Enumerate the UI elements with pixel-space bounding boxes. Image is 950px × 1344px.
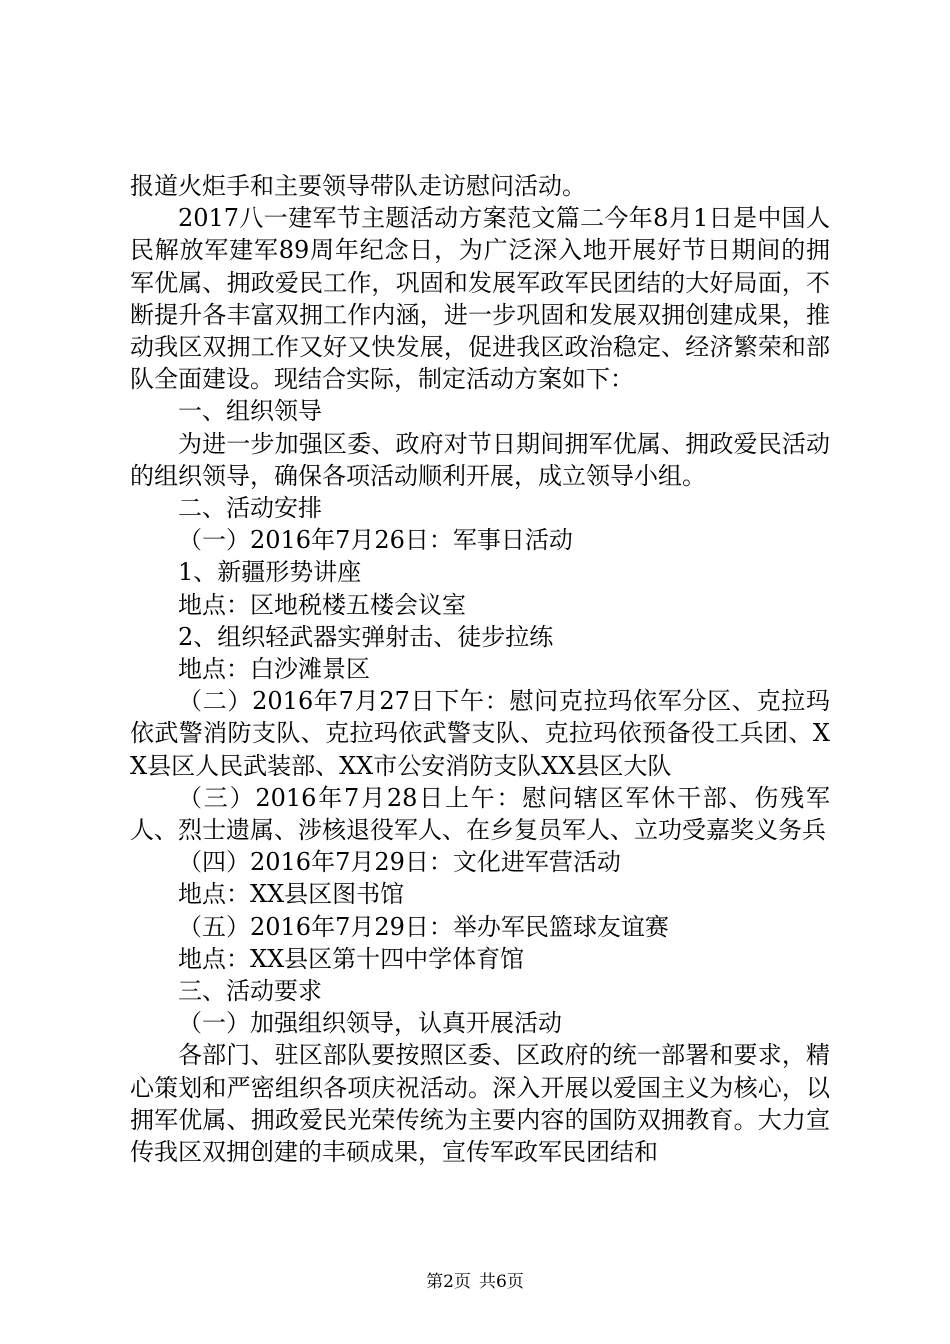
section-heading: 一、组织领导 [178, 397, 322, 426]
section-heading: 二、活动安排 [178, 494, 322, 523]
page-total: 共6页 [479, 1272, 524, 1292]
section-heading: 三、活动要求 [178, 977, 322, 1006]
list-item: （二）2016年7月27日下午：慰问克拉玛依军分区、克拉玛依武警消防支队、克拉玛依武警支队、克拉玛依预备役工兵团、XX县区人民武装部、XX市公安消防支队XX县区大队 [130, 687, 830, 780]
location-line: 地点：区地税楼五楼会议室 [178, 590, 466, 619]
paragraph: 为进一步加强区委、政府对节日期间拥军优属、拥政爱民活动的组织领导，确保各项活动顺利开展，成立领导小组。 [130, 429, 830, 490]
list-item: 1、新疆形势讲座 [178, 558, 362, 587]
list-item: （四）2016年7月29日：文化进军营活动 [178, 848, 621, 877]
paragraph: 各部门、驻区部队要按照区委、区政府的统一部署和要求，精心策划和严密组织各项庆祝活动。深入开展以爱国主义为核心，以拥军优属、拥政爱民光荣传统为主要内容的国防双拥教育。大力宣传我区双拥创建的丰硕成果，宣传军政军民团结和 [130, 1041, 830, 1167]
list-item: （一）2016年7月26日：军事日活动 [178, 526, 573, 555]
list-item: （三）2016年7月28日上午：慰问辖区军休干部、伤残军人、烈士遗属、涉核退役军人、在乡复员军人、立功受嘉奖义务兵 [130, 783, 830, 845]
paragraph: 报道火炬手和主要领导带队走访慰问活动。 [130, 172, 586, 200]
location-line: 地点：XX县区第十四中学体育馆 [178, 944, 525, 973]
page-number: 第2页 [426, 1272, 471, 1292]
location-line: 地点：XX县区图书馆 [178, 880, 405, 909]
list-item: （一）加强组织领导，认真开展活动 [178, 1009, 562, 1038]
location-line: 地点：白沙滩景区 [178, 655, 370, 684]
list-item: 2、组织轻武器实弹射击、徒步拉练 [178, 622, 554, 651]
page-footer [0, 1270, 950, 1294]
list-item: （五）2016年7月29日：举办军民篮球友谊赛 [178, 912, 669, 941]
document-body [130, 170, 830, 1168]
paragraph: 2017八一建军节主题活动方案范文篇二今年8月1日是中国人民解放军建军89周年纪念日，为广泛深入地开展好节日期间的拥军优属、拥政爱民工作，巩固和发展军政军民团结的大好局面，不断提升各丰富双拥工作内涵，进一步巩固和发展双拥创建成果，推动我区双拥工作又好又快发展，促进我区政治稳定、经济繁荣和部队全面建设。现结合实际，制定活动方案如下： [130, 204, 830, 394]
